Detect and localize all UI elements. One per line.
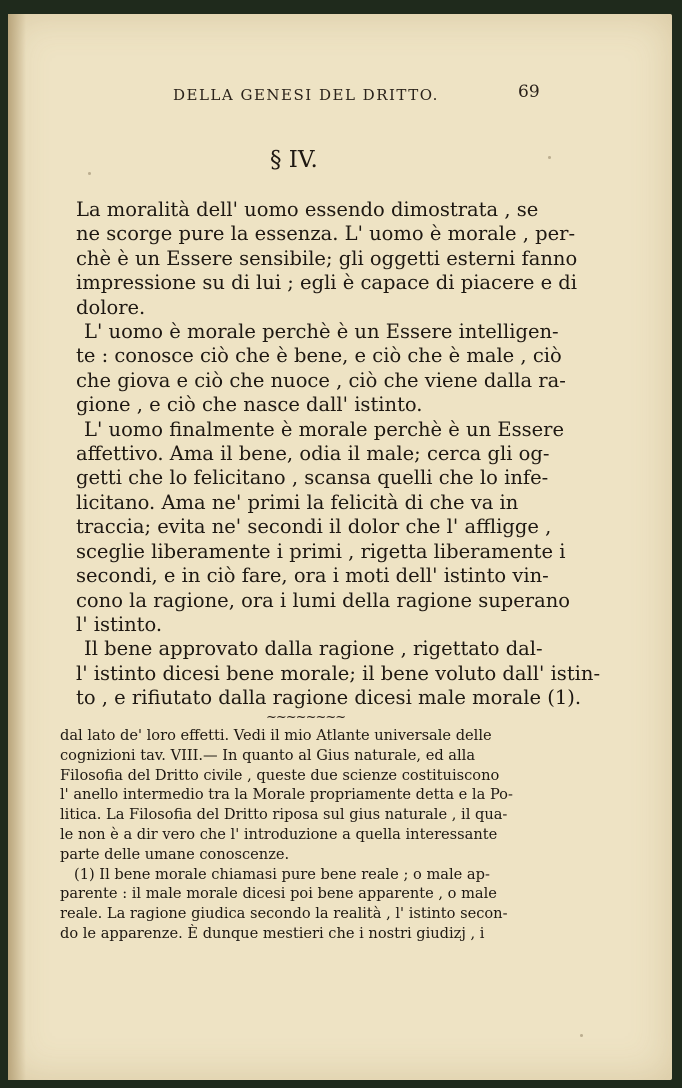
footnote-line: cognizioni tav. VIII.— In quanto al Gius naturale, ed alla [60, 746, 476, 764]
paper-speck [88, 172, 91, 175]
body-line: traccia; evita ne' secondi il dolor che l' affligge , [76, 515, 552, 539]
body-line: impressione su di lui ; egli è capace di piacere e di [76, 271, 578, 295]
body-line: te : conosce ciò che è bene, e ciò che è male , ciò [76, 344, 562, 368]
body-line: gione , e ciò che nasce dall' istinto. [76, 393, 423, 417]
footnote-separator-ornament: ~~~~~~~~ [266, 710, 346, 725]
body-line: getti che lo felicitano , scansa quelli che lo infe- [76, 466, 549, 490]
body-line: La moralità dell' uomo essendo dimostrata , se [76, 198, 539, 221]
footnote-line: parte delle umane conoscenze. [60, 845, 290, 863]
footnote-line: dal lato de' loro effetti. Vedi il mio Atlante universale delle [60, 727, 492, 744]
body-line: sceglie liberamente i primi , rigetta liberamente i [76, 539, 566, 563]
page-spine-shadow [8, 14, 26, 1080]
body-line: che giova e ciò che nuoce , ciò che viene dalla ra- [76, 368, 566, 392]
body-line: L' uomo è morale perchè è un Essere intelligen- [84, 320, 559, 344]
footnote-line: reale. La ragione giudica secondo la realità , l' istinto secon- [60, 905, 508, 923]
page-number: 69 [518, 82, 540, 102]
footnotes [60, 726, 560, 944]
section-heading: § IV. [270, 147, 318, 173]
body-line: chè è un Essere sensibile; gli oggetti esterni fanno [76, 246, 578, 270]
body-line: ne scorge pure la essenza. L' uomo è morale , per- [76, 222, 576, 246]
body-line: Il bene approvato dalla ragione , rigettato dal- [84, 637, 543, 661]
body-line: affettivo. Ama il bene, odia il male; cerca gli og- [76, 442, 550, 466]
footnote-line: le non è a dir vero che l' introduzione a quella interessante [60, 825, 498, 843]
body-line: to , e rifiutato dalla ragione dicesi male morale (1). [76, 686, 582, 710]
body-line: dolore. [76, 295, 146, 319]
body-line: l' istinto dicesi bene morale; il bene voluto dall' istin- [76, 661, 601, 685]
footnote-line: l' anello intermedio tra la Morale propriamente detta e la Po- [60, 786, 513, 804]
body-text [76, 198, 601, 711]
paper-speck [548, 156, 551, 159]
book-page [8, 14, 672, 1080]
body-line: cono la ragione, ora i lumi della ragione superano [76, 588, 571, 612]
running-head: DELLA GENESI DEL DRITTO. [173, 86, 439, 104]
footnote-line: parente : il male morale dicesi poi bene apparente , o male [60, 885, 497, 903]
footnote-line: (1) Il bene morale chiamasi pure bene reale ; o male ap- [74, 865, 490, 883]
body-line: secondi, e in ciò fare, ora i moti dell' istinto vin- [76, 564, 549, 588]
paper-speck [580, 1034, 583, 1037]
body-line: licitano. Ama ne' primi la felicità di che va in [76, 490, 519, 514]
footnote-line: do le apparenze. È dunque mestieri che i nostri giudizj , i [60, 924, 485, 942]
footnote-line: Filosofia del Dritto civile , queste due scienze costituiscono [60, 766, 500, 784]
body-line: l' istinto. [76, 612, 163, 636]
body-line: L' uomo finalmente è morale perchè è un Essere [84, 417, 564, 441]
footnote-line: litica. La Filosofia del Dritto riposa sul gius naturale , il qua- [60, 806, 508, 824]
